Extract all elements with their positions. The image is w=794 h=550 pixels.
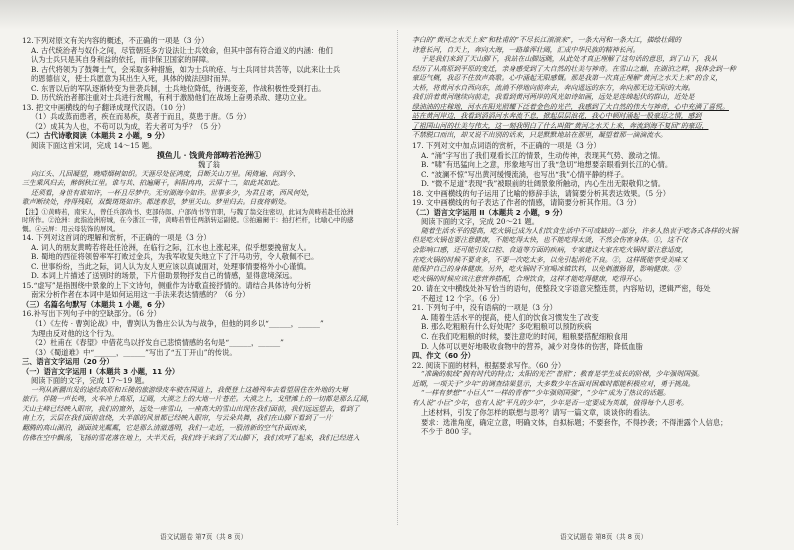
left-text-line: 三生乘风归去，醉倒秋江里。谁与共、拍遍阑干，斜阳冉冉，云屏十二，如此其如此。 <box>22 179 284 188</box>
right-text-line: 不禁脱口而出，却又说不出别的话来，只是默默地站在那里，凝望着那一滴滴流水。 <box>412 131 667 140</box>
left-text-line: （2）杜甫在《春望》中借花鸟以抒发自己悲愤情感的名句是“______，______” <box>31 338 284 348</box>
left-text-line: 15.“虚写”是指围绕中景象的上下文诗句，侧重作为诗歌直接抒情的。请结合具体诗句分析 <box>22 280 312 290</box>
left-text-line: 歌声断续处，待得残阳，双鬓斑斑如许。都迷春思，梦里关山。梦里归去。日夜将朝处。 <box>22 198 291 207</box>
left-text-line: 南宋分析作者在本词中是如何运用这一手法来表达情感的？（6 分） <box>31 290 250 300</box>
left-text-line: 13. 把文中画横线的句子翻译成现代汉语。（10 分） <box>22 102 190 112</box>
left-text-line: 为理由反对他的这个行为。 <box>31 328 119 338</box>
right-text-line: B. “啸”有迅猛向上之意，形象地写出了我“急切”地想要亲眼看到长江的心情。 <box>421 160 673 170</box>
right-text-line: 我们沿着黄河继续向前走，我看到黄河两岸的风光如诗如画，远处是连绵起伏的群山，近处是 <box>412 93 695 102</box>
right-text-line: 不超过 12 个字。（6 分） <box>421 293 504 303</box>
left-text-line: （3）《蜀道难》中“______，______”写出了“五丁开山”的传说。 <box>31 347 237 357</box>
right-text-line: 要求：选准角度，确定立意，明确文体，自拟标题；不要套作，不得抄袭；不得泄露个人信息； <box>421 417 728 427</box>
left-text-line: （2）成其为人也，不苟可以为成，若大者可为乎？（5 分） <box>31 121 226 131</box>
left-text-line: （二）古代诗歌阅读（本题共 2 小题，9 分） <box>22 131 169 141</box>
right-text-line: “一样有梦想”“小巨人”“一样的青春”“少年强则国强”，“少年”成为了热议的话题。 <box>421 389 670 398</box>
right-text-line: C. “波澜不惊”写出黄河缓慢流淌，也写出“我”心情平静的样子。 <box>421 169 629 179</box>
left-text-line: 翻腾的高山湖泊，湖面波光粼粼，它是那么清澈透明，我们一走近，一股清新的空气扑面而来， <box>22 424 312 432</box>
right-text-line: A. “涌”字写出了我们观看长江的情景，生动传神，表现其气势、激动之情。 <box>421 150 665 160</box>
left-text-line: 16.补写出下列句子中的空缺部分。（6 分） <box>22 309 161 319</box>
right-text-line: （二）语言文字运用 II（本题共 2 小题，9 分） <box>412 207 567 217</box>
left-text-line: 12.下列对原文有关内容的概述，不正确的一项是（3 分） <box>22 36 209 45</box>
right-text-line: 了祖国山河的壮美与伟大，这一刻我明白了什么叫做“黄河之水天上来，奔流到海不复回”的豪迈， <box>412 121 709 130</box>
right-page-footer: 语文试题卷 第8页（共 8 页） <box>560 533 648 541</box>
left-text-line: 一列从新疆出发的途经高原和丘陵的旅游绿皮车驶在国道上，我便登上这趟列车去看望居住在外地的大舅 <box>31 385 348 394</box>
right-text-line: D. 人体可以更好地吸收食物中的营养，减少对身体的伤害，降低血脂 <box>421 341 643 351</box>
left-text-line: B. 蜀地的西征将领曾率军打败过金兵，为我军收复失地立下了汗马功劳，令人敬佩不已。 <box>31 252 319 262</box>
left-text-line: A. 词人的朋友黄畴若将赴任沧洲，在临行之际，江水也上涨起来，似乎想要挽留友人。 <box>31 242 311 252</box>
scan-shadow <box>0 0 794 30</box>
right-text-line: A. 随着生活水平的提高，使人们的饮食习惯发生了改变 <box>421 312 599 322</box>
left-text-line: 阅读下面这首宋词，完成 14～15 题。 <box>31 141 157 151</box>
page-fold-divider <box>397 30 398 525</box>
left-text-line: B. 古代将领为了鼓舞士气，会采取多种措施，如为士兵吮疮、与士兵同甘共苦等，以此来让士兵 <box>31 64 341 74</box>
left-text-line: D. 历代统治者都注重对士兵进行赏赐，有利于激励他们在战场上奋勇杀敌、建功立业。 <box>31 93 312 103</box>
left-text-line: C. 世事纷纷，当此之际，词人认为友人更应该以真诚面对，处理事情要格外小心谨慎。 <box>31 261 311 271</box>
right-text-line: 会影响口感，还可能引发口腔、食道等方面的疾病，专家建议大家在吃火锅时要注意适度， <box>412 246 688 255</box>
right-text-line: 李白的“黄河之水天上来”和杜甫的“不尽长江滚滚来”，一条大河和一条大江，描绘壮阔的 <box>412 36 682 44</box>
right-text-line: 大桥，将黄河水自西向东，流淌不停地向前奔去，奔向遥远的东方，奔向那无边无际的大海。 <box>412 83 695 92</box>
right-text-line: 19. 文中画横线的句子表达了作者的情感，请简要分析其作用。（3 分） <box>412 198 641 208</box>
right-text-line: 能保护自己的身体健康。另外，吃火锅时不宜喝冰镇饮料，以免刺激肠胃，影响健康。③ <box>412 265 681 274</box>
right-text-line: 诗意长河，自天上，奔向大海，一路雄浑壮阔，汇成中华民族的精神长河。 <box>412 45 640 54</box>
right-page-column <box>412 36 786 437</box>
left-page-footer: 语文试题卷 第7页（共 8 页） <box>160 533 248 541</box>
right-text-line: 在吃火锅的时候不要贪多，不要一次吃太多，以免引起消化不良。②，这样既能享受美味又 <box>412 255 688 264</box>
left-text-line: 慨。④云屏：用云母装饰的屏风。 <box>22 224 120 233</box>
right-text-line: 豪迈气概，我忍不住放声高歌。心中涌起无限感慨。那是我第一次真正理解“黄河之水天上来”的含义， <box>412 74 723 83</box>
left-text-line: 魏了翁 <box>198 160 220 170</box>
left-text-line: （三）名篇名句默写（本题共 1 小题，6 分） <box>22 299 169 309</box>
left-text-line: 还须看，身世有谁知许，一杯且尽梦中。无穷湖海今如许。世事多少，为君且寄，西风何处， <box>31 188 314 197</box>
right-text-line: 上述材料，引发了你怎样的联想与思考？请写一篇文章，谈谈你的看法。 <box>421 408 655 418</box>
right-text-line: 于是我们来到了天山脚下，我站在山脚远眺，从此处才真正理解了这句话的意思，到了山下，我从 <box>421 55 718 64</box>
left-text-line: 的恩德信义，使士兵愿意为其出生入死，具体的做法因时而异。 <box>31 74 236 84</box>
right-text-line: 随着生活水平的提高，吃火锅已成为人们饮食生活中不可或缺的一部分，许多人热衷于吃各式各样的火锅 <box>421 226 738 235</box>
left-text-line: （1）兵或蒸而患者，疾在而易疾，莫者于而且，莫患于唐。（5 分） <box>31 112 251 122</box>
right-text-line: 经历了从高原到平原的变迁，亲身感受到了大自然的壮美与神奇。在雪山之巅、在湖泊之畔，我体会到一种 <box>412 64 736 73</box>
left-text-line: 认为士兵只是其自身利益的依托，而非保卫国家的屏障。 <box>31 55 214 65</box>
left-text-line: 天山主峰已经映入眼帘，我们的窗外，远处一座雪山，一座高大的雪山出现在我们面前，我们远远望去，看到了 <box>22 404 360 413</box>
left-text-line: 14. 下列对这首词的理解和赏析，不正确的一项是（3 分） <box>22 233 211 243</box>
left-text-line: C. 东晋以后的军队逐渐转变为世袭兵制，士兵地位降低，待遇变差，作战积极性受到打击。 <box>31 83 326 93</box>
left-text-line: 旅行。伴随一声长鸣，火车冲上高原，辽阔，大漠之上的大地一片苍茫。大漠之上，戈壁滩上的一切都是那么辽阔， <box>22 395 374 404</box>
left-text-line: D. 本词上片描述了送别时的场景，下片借助景物抒发自己的情感，显得意境深远。 <box>31 271 297 281</box>
left-text-line: （1）《左传 · 曹刿论战》中，曹刿认为鲁庄公认为与战争，但他的同乡以“______，______” <box>31 318 324 328</box>
right-text-line: 有人说“小巨”少年，也有人说“平凡的少年”，少年是否一定要成为英雄，值得每个人思考。 <box>412 398 688 407</box>
right-text-line: 不少于 800 字。 <box>421 427 477 437</box>
left-text-line: 向江头、几回凝望，晚晴烟树如织。天涯尽处征鸿度，目断关山万里。闲倚遍、问到今、 <box>31 169 300 178</box>
left-page-column <box>22 36 396 443</box>
left-text-line: 摸鱼儿 · 饯黄舟部畴若沧洲① <box>156 150 262 160</box>
right-text-line: 22. 阅读下面的材料，根据要求写作。（60 分） <box>412 360 566 370</box>
right-text-line: 17. 下列对文中加点词语的赏析，不正确的一项是（3 分） <box>412 141 601 151</box>
right-text-line: 但是吃火锅也要注意健康，不能吃得太快，也不能吃得太烫，不然会伤害身体。①，这不仅 <box>412 236 688 245</box>
right-text-line: “准确的航线”拥有时代的特点；太阳的光芒“普照”；教育是学生成长的阶梯，少年强则国强。 <box>421 370 704 379</box>
right-text-line: 阅读下面的文字，完成 20～21 题。 <box>421 217 540 227</box>
left-text-line: 三、语言文字运用（20 分） <box>22 357 114 367</box>
left-text-line: 阅读下面的文字，完成 17～19 题。 <box>31 376 150 386</box>
right-text-line: 绿油油的庄稼地，河水在阳光照耀下泛着金色的光芒，我感到了大自然的伟大与神奇，心中充满了喜悦。 <box>412 102 729 111</box>
left-text-line: 仿佛在空中飘荡，飞扬的雪花落在地上，大半天后，我们终于来到了天山脚下，我们欢呼了起来，我们已经进入 <box>22 433 360 442</box>
right-text-line: 站在黄河岸边，我看到滔滔河水奔流不息，掀起层层浪花，我心中顿时涌起一股豪迈之情，感到 <box>412 112 702 121</box>
left-text-line: （一）语言文字运用 I（本题共 3 小题，11 分） <box>22 366 180 376</box>
right-text-line: 20. 请在文中横线处补写恰当的语句，使整段文字语意完整连贯，内容贴切，逻辑严密，每处 <box>412 284 711 294</box>
right-text-line: D. “微不足道”表现“我”被眼前的壮阔景象所触动，内心生出无限敬仰之情。 <box>421 179 666 189</box>
right-text-line: B. 那么吃粗粮有什么好处呢？多吃粗粮可以预防疾病 <box>421 322 592 332</box>
right-text-line: 近期，一项关于“少年”的调查结果显示，大多数少年在面对困难时都能积极应对，勇于挑战。 <box>412 379 695 388</box>
left-text-line: A. 古代统治者与奴仆之间，尽管朝廷多方设法让士兵效命，但其中部有符合道义的内涵：他们 <box>31 45 333 55</box>
right-text-line: 吃火锅的时候应该注意营养搭配，合理饮食，这样才能吃得健康，吃得开心。 <box>412 274 647 283</box>
right-text-line: 21. 下列句子中，没有语病的一项是（3 分） <box>412 303 557 313</box>
right-text-line: 四、作文（60 分） <box>412 351 475 361</box>
left-text-line: 【注】①黄畴若，南宋人，曾任兵部尚书、吏部侍郎、户部尚书等官职，与魏了翁交往密切，此词为黄畴若赴任沧洲 <box>22 207 354 216</box>
right-text-line: 18. 文中画横线的句子运用了比喻的修辞手法，请简要分析其表达效果。（5 分） <box>412 188 671 198</box>
right-text-line: C. 在我们吃粗粮的时候，要注意吃的时间，粗粮要搭配细粮食用 <box>421 331 628 341</box>
left-text-line: 时所作。②沧洲：此指沧洲府城，在今浙江一带，黄畴若曾任两浙转运副使。③拍遍阑干：拍打栏杆，比喻心中的感 <box>22 216 354 225</box>
left-text-line: 南上方，云层在我们面前盘绕，大半部的风景都已经映入眼帘，与云朵共舞，我们在山脚下看到了一片 <box>22 414 333 423</box>
